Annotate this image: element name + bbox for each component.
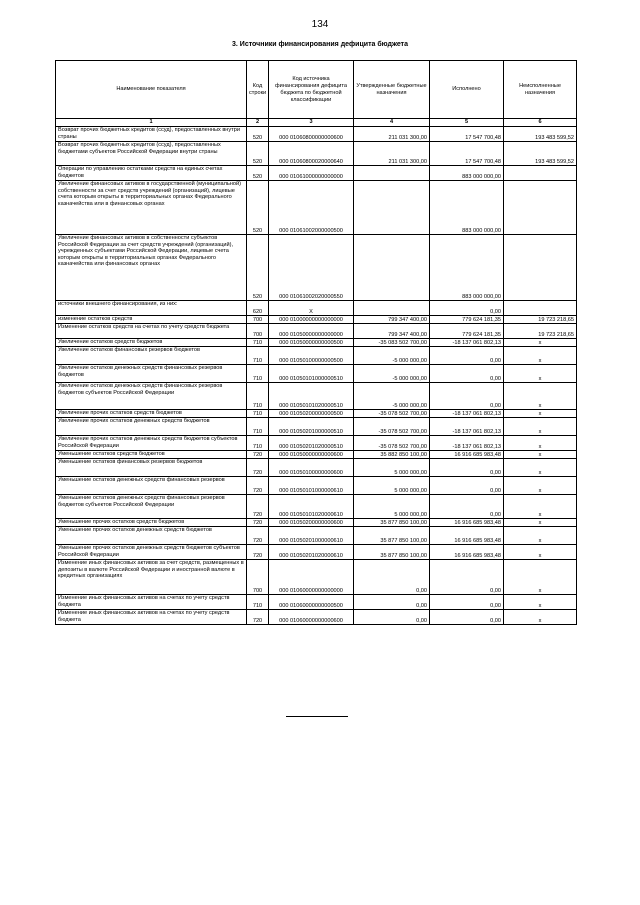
row-approved-cell: 5 000 000,00: [354, 477, 430, 495]
row-name-cell: Уменьшение остатков денежных средств финансовых резервов бюджетов субъектов Российской Федерации: [56, 495, 247, 519]
table-row: [56, 595, 577, 610]
table-row: [56, 166, 577, 181]
row-name-cell: Изменение остатков средств на счетах по учету средств бюджета: [56, 324, 247, 339]
row-code-cell: 710: [247, 595, 269, 610]
row-executed-cell: 779 624 181,35: [430, 324, 504, 339]
row-source-cell: 000 01050101020000610: [269, 495, 354, 519]
table-row: [56, 339, 577, 347]
table-row: [56, 459, 577, 477]
section-title: 3. Источники финансирования дефицита бюджета: [232, 41, 408, 48]
row-name-cell: Уменьшение остатков средств бюджетов: [56, 451, 247, 459]
row-approved-cell: -35 083 502 700,00: [354, 339, 430, 347]
column-number: 5: [430, 119, 504, 127]
row-name-cell: Уменьшение остатков денежных средств финансовых резервов: [56, 477, 247, 495]
row-name-cell: Операции по управлению остатками средств на единых счетах бюджетов: [56, 166, 247, 181]
row-name-cell: Увеличение финансовых активов в собственности субъектов Российской Федерации за счет средств учреждений (организаций), учрежденных субъектами Российской Федерации, лицевые счета которым открыты в территориальных органах Федерального казначейства или финансовых органах: [56, 235, 247, 301]
row-source-cell: 000 01061002000000500: [269, 181, 354, 235]
row-name-cell: Увеличение остатков денежных средств финансовых резервов бюджетов: [56, 365, 247, 383]
row-source-cell: 000 01050201000000610: [269, 527, 354, 545]
row-name-cell: Уменьшение прочих остатков средств бюджетов: [56, 519, 247, 527]
row-unexecuted-cell: x: [504, 410, 577, 418]
row-code-cell: 710: [247, 347, 269, 365]
table-row: [56, 527, 577, 545]
row-code-cell: 710: [247, 418, 269, 436]
row-executed-cell: 16 916 685 983,48: [430, 519, 504, 527]
row-source-cell: 000 01050200000000500: [269, 410, 354, 418]
row-code-cell: 700: [247, 316, 269, 324]
row-source-cell: 000 01060800020000640: [269, 142, 354, 166]
row-source-cell: 000 01000000000000000: [269, 316, 354, 324]
row-executed-cell: 0,00: [430, 495, 504, 519]
row-unexecuted-cell: x: [504, 595, 577, 610]
row-source-cell: 000 01060000000000000: [269, 560, 354, 595]
row-unexecuted-cell: [504, 166, 577, 181]
row-executed-cell: -18 137 061 802,13: [430, 418, 504, 436]
row-approved-cell: [354, 181, 430, 235]
table-row: [56, 127, 577, 142]
row-approved-cell: 0,00: [354, 595, 430, 610]
row-executed-cell: 0,00: [430, 347, 504, 365]
row-code-cell: 720: [247, 477, 269, 495]
row-source-cell: 000 01050201000000510: [269, 418, 354, 436]
row-unexecuted-cell: x: [504, 527, 577, 545]
row-executed-cell: 883 000 000,00: [430, 181, 504, 235]
row-code-cell: 700: [247, 560, 269, 595]
row-source-cell: 000 01050101000000610: [269, 477, 354, 495]
row-executed-cell: 0,00: [430, 365, 504, 383]
header-code: Код строки: [247, 61, 269, 119]
row-unexecuted-cell: x: [504, 545, 577, 560]
row-approved-cell: 799 347 400,00: [354, 316, 430, 324]
row-executed-cell: -18 137 061 802,13: [430, 339, 504, 347]
row-source-cell: 000 01050101000000510: [269, 365, 354, 383]
row-executed-cell: 17 547 700,48: [430, 142, 504, 166]
row-code-cell: 720: [247, 495, 269, 519]
row-name-cell: источники внешнего финансирования, из них:: [56, 301, 247, 316]
row-approved-cell: 35 877 850 100,00: [354, 527, 430, 545]
row-approved-cell: 211 031 300,00: [354, 127, 430, 142]
row-unexecuted-cell: x: [504, 459, 577, 477]
table-row: [56, 383, 577, 410]
row-name-cell: Увеличение остатков средств бюджетов: [56, 339, 247, 347]
row-unexecuted-cell: x: [504, 418, 577, 436]
row-approved-cell: -35 078 502 700,00: [354, 418, 430, 436]
row-name-cell: Изменение иных финансовых активов на счетах по учету средств бюджета: [56, 595, 247, 610]
row-approved-cell: -35 078 502 700,00: [354, 410, 430, 418]
row-code-cell: 710: [247, 410, 269, 418]
row-approved-cell: 799 347 400,00: [354, 324, 430, 339]
row-source-cell: 000 01050201020000610: [269, 545, 354, 560]
row-executed-cell: 779 624 181,35: [430, 316, 504, 324]
row-unexecuted-cell: x: [504, 347, 577, 365]
header-name: Наименование показателя: [56, 61, 247, 119]
row-name-cell: Увеличение прочих остатков денежных средств бюджетов: [56, 418, 247, 436]
row-unexecuted-cell: x: [504, 560, 577, 595]
table-row: [56, 436, 577, 451]
row-code-cell: 720: [247, 527, 269, 545]
row-unexecuted-cell: x: [504, 436, 577, 451]
row-source-cell: 000 01050201020000510: [269, 436, 354, 451]
row-approved-cell: 0,00: [354, 560, 430, 595]
row-executed-cell: 16 916 685 983,48: [430, 451, 504, 459]
row-name-cell: Возврат прочих бюджетных кредитов (ссуд), предоставленных бюджетами субъектов Российской Федерации внутри страны: [56, 142, 247, 166]
row-code-cell: 710: [247, 383, 269, 410]
header-executed: Исполнено: [430, 61, 504, 119]
row-name-cell: Увеличение остатков денежных средств финансовых резервов бюджетов субъектов Российской Федерации: [56, 383, 247, 410]
row-unexecuted-cell: x: [504, 365, 577, 383]
row-source-cell: 000 01050200000000600: [269, 519, 354, 527]
row-unexecuted-cell: x: [504, 495, 577, 519]
column-number: 2: [247, 119, 269, 127]
row-name-cell: Увеличение прочих остатков средств бюджетов: [56, 410, 247, 418]
row-source-cell: 000 01050000000000000: [269, 324, 354, 339]
column-number: 6: [504, 119, 577, 127]
row-approved-cell: 5 000 000,00: [354, 495, 430, 519]
row-approved-cell: [354, 166, 430, 181]
row-code-cell: 720: [247, 451, 269, 459]
row-unexecuted-cell: x: [504, 519, 577, 527]
row-executed-cell: 17 547 700,48: [430, 127, 504, 142]
row-source-cell: 000 01061002020000550: [269, 235, 354, 301]
table-row: [56, 301, 577, 316]
row-unexecuted-cell: x: [504, 610, 577, 625]
bottom-rule: [286, 716, 348, 717]
row-code-cell: 720: [247, 610, 269, 625]
row-approved-cell: 211 031 300,00: [354, 142, 430, 166]
row-executed-cell: 0,00: [430, 595, 504, 610]
row-code-cell: 520: [247, 235, 269, 301]
row-name-cell: Уменьшение остатков финансовых резервов бюджетов: [56, 459, 247, 477]
header-source: Код источника финансирования дефицита бюджета по бюджетной классификации: [269, 61, 354, 119]
row-code-cell: 520: [247, 181, 269, 235]
table-row: [56, 235, 577, 301]
row-executed-cell: 0,00: [430, 477, 504, 495]
row-name-cell: Возврат прочих бюджетных кредитов (ссуд), предоставленных внутри страны: [56, 127, 247, 142]
row-approved-cell: 35 882 850 100,00: [354, 451, 430, 459]
table-row: [56, 545, 577, 560]
row-unexecuted-cell: 19 723 218,65: [504, 324, 577, 339]
row-unexecuted-cell: [504, 301, 577, 316]
row-executed-cell: 0,00: [430, 301, 504, 316]
row-source-cell: 000 01060000000000600: [269, 610, 354, 625]
row-name-cell: Изменение иных финансовых активов на счетах по учету средств бюджета: [56, 610, 247, 625]
column-number-row: [56, 119, 577, 127]
row-source-cell: X: [269, 301, 354, 316]
row-source-cell: 000 01060800000000600: [269, 127, 354, 142]
row-source-cell: 000 01050100000000500: [269, 347, 354, 365]
column-number: 4: [354, 119, 430, 127]
table-row: [56, 519, 577, 527]
row-approved-cell: -5 000 000,00: [354, 383, 430, 410]
row-code-cell: 620: [247, 301, 269, 316]
table-row: [56, 365, 577, 383]
row-code-cell: 520: [247, 166, 269, 181]
row-name-cell: изменение остатков средств: [56, 316, 247, 324]
row-approved-cell: 35 877 850 100,00: [354, 545, 430, 560]
row-unexecuted-cell: x: [504, 477, 577, 495]
row-code-cell: 700: [247, 324, 269, 339]
row-name-cell: Уменьшение прочих остатков денежных средств бюджетов: [56, 527, 247, 545]
table-row: [56, 418, 577, 436]
row-code-cell: 520: [247, 142, 269, 166]
row-approved-cell: 35 877 850 100,00: [354, 519, 430, 527]
row-unexecuted-cell: [504, 235, 577, 301]
header-unexecuted: Неисполненные назначения: [504, 61, 577, 119]
row-unexecuted-cell: x: [504, 383, 577, 410]
row-approved-cell: -5 000 000,00: [354, 365, 430, 383]
row-code-cell: 720: [247, 459, 269, 477]
row-name-cell: Увеличение остатков финансовых резервов бюджетов: [56, 347, 247, 365]
table-row: [56, 316, 577, 324]
row-approved-cell: -35 078 502 700,00: [354, 436, 430, 451]
row-unexecuted-cell: 193 483 599,52: [504, 127, 577, 142]
row-code-cell: 710: [247, 436, 269, 451]
table-row: [56, 142, 577, 166]
row-name-cell: Увеличение прочих остатков денежных средств бюджетов субъектов Российской Федерации: [56, 436, 247, 451]
row-executed-cell: 883 000 000,00: [430, 235, 504, 301]
row-source-cell: 000 01050101020000510: [269, 383, 354, 410]
table-row: [56, 495, 577, 519]
row-source-cell: 000 01050000000000500: [269, 339, 354, 347]
row-approved-cell: 5 000 000,00: [354, 459, 430, 477]
table-row: [56, 347, 577, 365]
row-executed-cell: 16 916 685 983,48: [430, 527, 504, 545]
row-executed-cell: 883 000 000,00: [430, 166, 504, 181]
row-approved-cell: -5 000 000,00: [354, 347, 430, 365]
header-row: [56, 61, 577, 119]
table-row: [56, 610, 577, 625]
row-name-cell: Увеличение финансовых активов в государственной (муниципальной) собственности за счет средств учреждений (организаций), лицевые счета которым открыты в территориальных органах Федерального казначейства или в финансовых органах: [56, 181, 247, 235]
header-approved: Утвержденные бюджетные назначения: [354, 61, 430, 119]
column-number: 1: [56, 119, 247, 127]
row-source-cell: 000 01060000000000500: [269, 595, 354, 610]
row-code-cell: 710: [247, 339, 269, 347]
row-code-cell: 710: [247, 365, 269, 383]
row-unexecuted-cell: [504, 181, 577, 235]
table-row: [56, 560, 577, 595]
table-row: [56, 324, 577, 339]
row-unexecuted-cell: 193 483 599,52: [504, 142, 577, 166]
row-approved-cell: [354, 235, 430, 301]
table-row: [56, 181, 577, 235]
row-unexecuted-cell: 19 723 218,65: [504, 316, 577, 324]
row-approved-cell: [354, 301, 430, 316]
row-unexecuted-cell: x: [504, 451, 577, 459]
table-row: [56, 410, 577, 418]
row-code-cell: 720: [247, 545, 269, 560]
row-unexecuted-cell: x: [504, 339, 577, 347]
sources-table: [55, 60, 577, 625]
row-code-cell: 720: [247, 519, 269, 527]
row-executed-cell: 0,00: [430, 383, 504, 410]
row-approved-cell: 0,00: [354, 610, 430, 625]
row-source-cell: 000 01050000000000600: [269, 451, 354, 459]
row-executed-cell: 16 916 685 983,48: [430, 545, 504, 560]
row-executed-cell: 0,00: [430, 459, 504, 477]
page-number: 134: [311, 19, 329, 30]
table-row: [56, 477, 577, 495]
row-source-cell: 000 01061000000000000: [269, 166, 354, 181]
row-executed-cell: -18 137 061 802,13: [430, 436, 504, 451]
column-number: 3: [269, 119, 354, 127]
row-name-cell: Уменьшение прочих остатков денежных средств бюджетов субъектов Российской Федерации: [56, 545, 247, 560]
row-code-cell: 520: [247, 127, 269, 142]
row-executed-cell: 0,00: [430, 610, 504, 625]
row-source-cell: 000 01050100000000600: [269, 459, 354, 477]
row-executed-cell: -18 137 061 802,13: [430, 410, 504, 418]
row-executed-cell: 0,00: [430, 560, 504, 595]
row-name-cell: Изменение иных финансовых активов за счет средств, размещенных в депозиты в валюте Российской Федерации и иностранной валюте в кредитных организациях: [56, 560, 247, 595]
table-row: [56, 451, 577, 459]
